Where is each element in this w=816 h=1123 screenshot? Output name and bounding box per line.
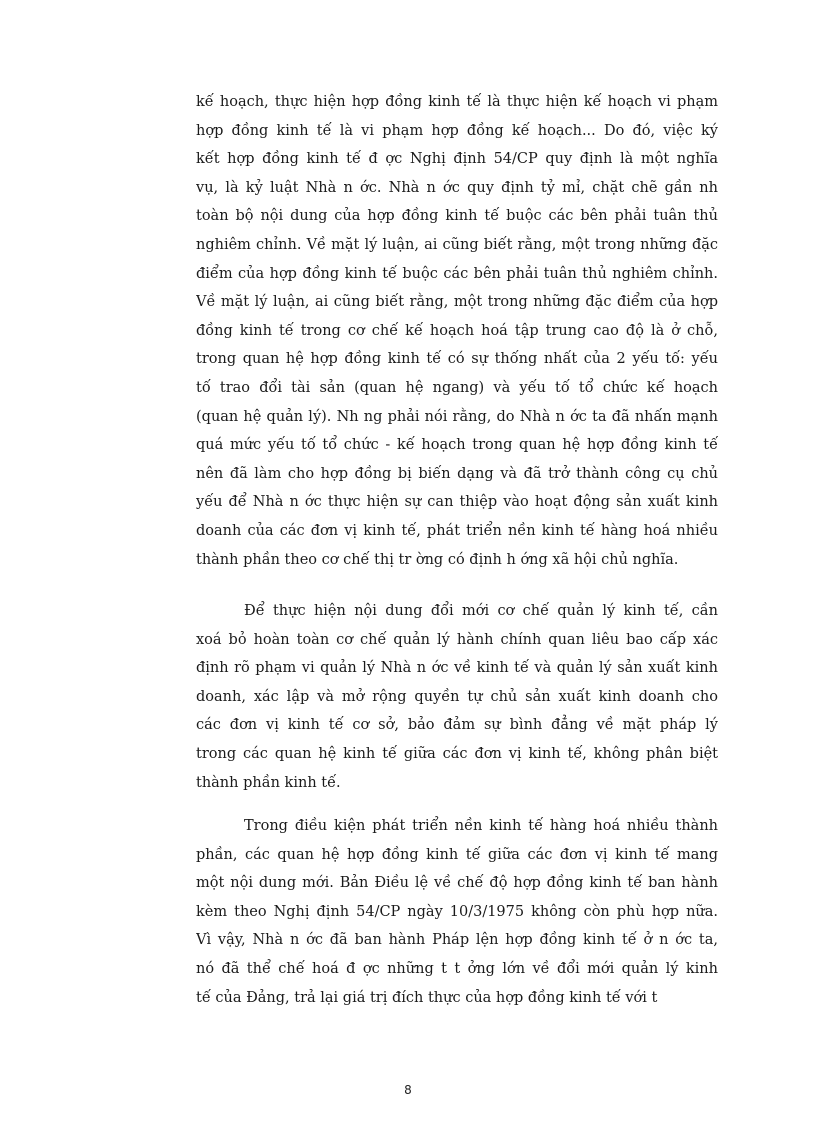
text-line: kế hoạch, thực hiện hợp đồng kinh tế là thực hiện kế hoạch vi phạm xyxy=(196,94,718,110)
text-line: doanh, xác lập và mở rộng quyền tự chủ sản xuất kinh doanh cho xyxy=(196,688,718,705)
text-line: phần, các quan hệ hợp đồng kinh tế giữa các đơn vị kinh tế mang xyxy=(196,846,718,863)
text-line: xoá bỏ hoàn toàn cơ chế quản lý hành chính quan liêu bao cấp xác xyxy=(196,631,718,648)
text-line: vụ, là kỷ luật Nhà n ớc. Nhà n ớc quy định tỷ mỉ, chặt chẽ gần nh xyxy=(196,179,718,196)
text-line: tế của Đảng, trả lại giá trị đích thực của hợp đồng kinh tế với t xyxy=(196,989,658,1006)
text-line: nên đã làm cho hợp đồng bị biến dạng và đã trở thành công cụ chủ xyxy=(196,465,718,482)
text-line: hợp đồng kinh tế là vi phạm hợp đồng kế hoạch... Do đó, việc ký xyxy=(196,122,718,139)
text-line: điểm của hợp đồng kinh tế buộc các bên phải tuân thủ nghiêm chỉnh. xyxy=(196,265,718,282)
text-line: quá mức yếu tố tổ chức - kế hoạch trong quan hệ hợp đồng kinh tế xyxy=(196,437,718,454)
text-line: các đơn vị kinh tế cơ sở, bảo đảm sự bình đẳng về mặt pháp lý xyxy=(196,717,718,734)
text-line: thành phần theo cơ chế thị tr ờng có định h ớng xã hội chủ nghĩa. xyxy=(196,551,679,568)
paragraph-3 xyxy=(196,812,718,1012)
text-line: Vì vậy, Nhà n ớc đã ban hành Pháp lện hợp đồng kinh tế ở n ớc ta, xyxy=(196,932,718,949)
text-line: đồng kinh tế trong cơ chế kế hoạch hoá tập trung cao độ là ở chỗ, xyxy=(196,322,718,339)
page-number: 8 xyxy=(404,1083,412,1097)
text-line: thành phần kinh tế. xyxy=(196,774,341,791)
text-line: định rõ phạm vi quản lý Nhà n ớc về kinh tế và quản lý sản xuất kinh xyxy=(196,660,718,677)
text-line: toàn bộ nội dung của hợp đồng kinh tế buộc các bên phải tuân thủ xyxy=(196,208,718,225)
text-line: kết hợp đồng kinh tế đ ợc Nghị định 54/CP quy định là một nghĩa xyxy=(196,151,718,168)
paragraph-2 xyxy=(196,597,718,797)
text-line: yếu để Nhà n ớc thực hiện sự can thiệp vào hoạt động sản xuất kinh xyxy=(196,494,718,511)
text-line: trong quan hệ hợp đồng kinh tế có sự thống nhất của 2 yếu tố: yếu xyxy=(196,351,718,368)
text-line: Về mặt lý luận, ai cũng biết rằng, một trong những đặc điểm của hợp xyxy=(196,294,718,311)
text-line: một nội dung mới. Bản Điều lệ về chế độ hợp đồng kinh tế ban hành xyxy=(196,875,718,892)
text-line: nó đã thể chế hoá đ ợc những t t ởng lớn về đổi mới quản lý kinh xyxy=(196,960,718,977)
text-line: trong các quan hệ kinh tế giữa các đơn vị kinh tế, không phân biệt xyxy=(196,745,718,762)
text-line: Để thực hiện nội dung đổi mới cơ chế quản lý kinh tế, cần xyxy=(244,603,718,619)
paragraph-1 xyxy=(196,88,718,574)
text-line: nghiêm chỉnh. Về mặt lý luận, ai cũng biết rằng, một trong những đặc xyxy=(196,236,718,253)
text-line: Trong điều kiện phát triển nền kinh tế hàng hoá nhiều thành xyxy=(244,818,718,834)
text-line: kèm theo Nghị định 54/CP ngày 10/3/1975 không còn phù hợp nữa. xyxy=(196,903,718,920)
text-line: tố trao đổi tài sản (quan hệ ngang) và yếu tố tổ chức kế hoạch xyxy=(196,379,718,396)
text-line: doanh của các đơn vị kinh tế, phát triển nền kinh tế hàng hoá nhiều xyxy=(196,522,718,539)
text-line: (quan hệ quản lý). Nh ng phải nói rằng, do Nhà n ớc ta đã nhấn mạnh xyxy=(196,408,718,425)
